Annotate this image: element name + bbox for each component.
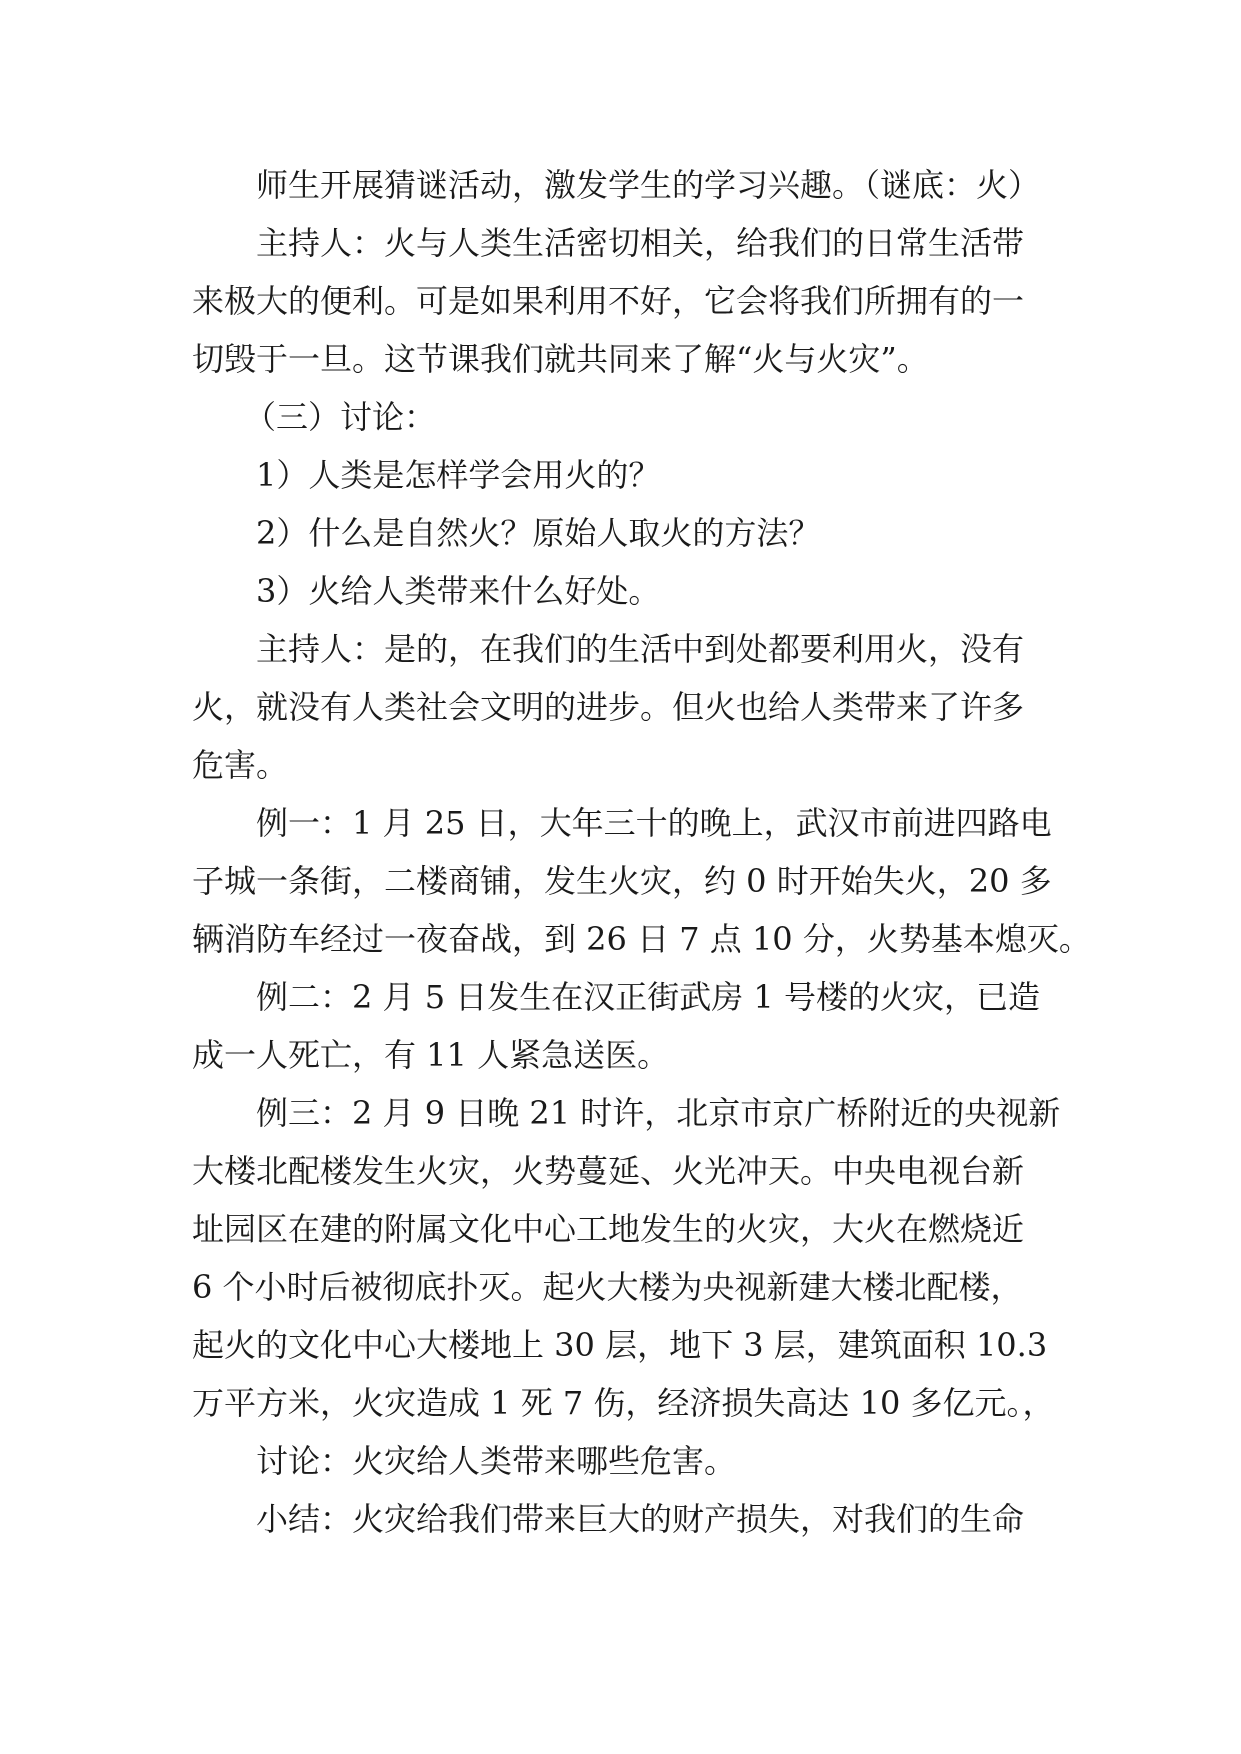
text-line: 例二：2 月 5 日发生在汉正街武房 1 号楼的火灾，已造 <box>256 978 1040 1016</box>
text-line: 起火的文化中心大楼地上 30 层，地下 3 层，建筑面积 10.3 <box>192 1326 1048 1364</box>
discussion-item-3 <box>192 562 1052 620</box>
section-heading-discussion <box>192 388 1052 446</box>
text-line: 危害。 <box>192 746 289 784</box>
text-line: 讨论：火灾给人类带来哪些危害。 <box>256 1442 737 1480</box>
discussion-item-2 <box>192 504 1052 562</box>
text-line: 成一人死亡，有 11 人紧急送医。 <box>192 1036 670 1074</box>
text-line: 子城一条街，二楼商铺，发生火灾，约 0 时开始失火，20 多 <box>192 862 1052 900</box>
text-line: （三）讨论： <box>244 398 437 436</box>
text-line: 主持人：是的，在我们的生活中到处都要利用火，没有 <box>256 630 1025 668</box>
text-line: 例三：2 月 9 日晚 21 时许，北京市京广桥附近的央视新 <box>256 1094 1061 1132</box>
text-line: 址园区在建的附属文化中心工地发生的火灾，大火在燃烧近 <box>192 1210 1025 1248</box>
text-line: 3）火给人类带来什么好处。 <box>256 572 661 610</box>
paragraph-host-intro <box>192 214 1052 388</box>
document-body <box>192 156 1091 1548</box>
text-line: 来极大的便利。可是如果利用不好，它会将我们所拥有的一 <box>192 282 1025 320</box>
paragraph-example-3 <box>192 1084 1061 1432</box>
text-line: 1）人类是怎样学会用火的？ <box>256 456 661 494</box>
paragraph-riddle <box>192 156 1052 214</box>
text-line: 辆消防车经过一夜奋战，到 26 日 7 点 10 分，火势基本熄灭。 <box>192 920 1091 958</box>
paragraph-example-1 <box>192 794 1091 968</box>
text-line: 切毁于一旦。这节课我们就共同来了解“火与火灾”。 <box>192 340 929 378</box>
discussion-item-1 <box>192 446 1052 504</box>
text-line: 2）什么是自然火？原始人取火的方法？ <box>256 514 821 552</box>
paragraph-discussion-hazards <box>192 1432 1052 1490</box>
text-line: 万平方米，火灾造成 1 死 7 伤，经济损失高达 10 多亿元。， <box>192 1384 1055 1422</box>
text-line: 大楼北配楼发生火灾，火势蔓延、火光冲天。中央电视台新 <box>192 1152 1025 1190</box>
text-line: 主持人：火与人类生活密切相关，给我们的日常生活带 <box>256 224 1025 262</box>
text-line: 火，就没有人类社会文明的进步。但火也给人类带来了许多 <box>192 688 1025 726</box>
text-line: 例一：1 月 25 日，大年三十的晚上，武汉市前进四路电 <box>256 804 1052 842</box>
text-line: 师生开展猜谜活动，激发学生的学习兴趣。（谜底：火） <box>256 166 1041 204</box>
paragraph-host-hazards <box>192 620 1052 794</box>
paragraph-example-2 <box>192 968 1052 1084</box>
paragraph-summary <box>192 1490 1052 1548</box>
text-line: 小结：火灾给我们带来巨大的财产损失，对我们的生命 <box>256 1500 1025 1538</box>
text-line: 6 个小时后被彻底扑灭。起火大楼为央视新建大楼北配楼， <box>192 1268 1023 1306</box>
